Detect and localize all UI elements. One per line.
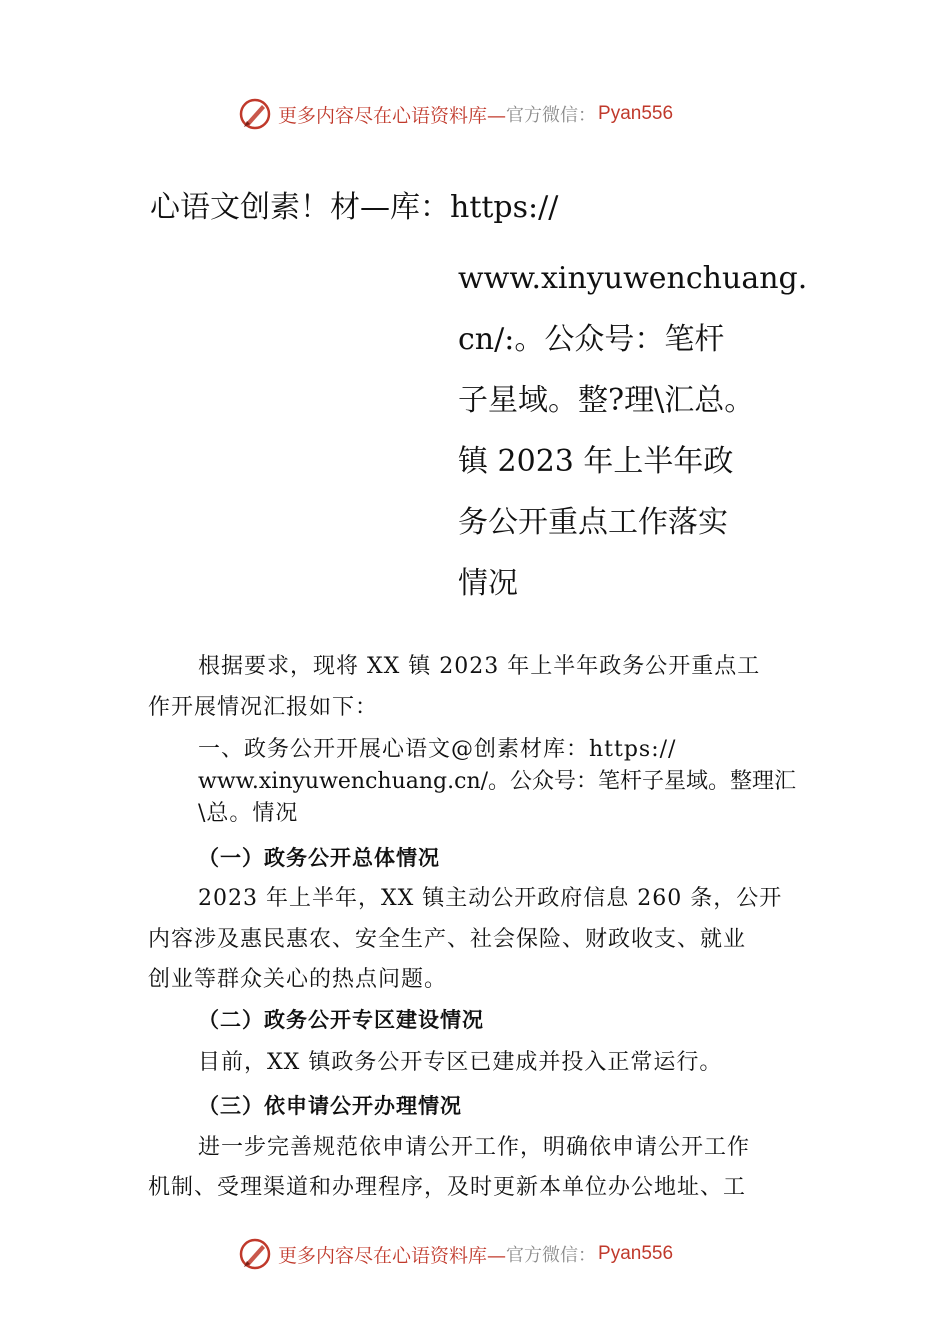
title-line: www.xinyuwenchuang. [458, 261, 808, 296]
title-line: 情况 [458, 566, 518, 601]
paragraph-line: 机制、受理渠道和办理程序，及时更新本单位办公地址、工 [148, 1175, 747, 1200]
intro-line: 根据要求，现将 XX 镇 2023 年上半年政务公开重点工 [198, 654, 761, 679]
header-wechat-label: 官方微信： [506, 105, 597, 126]
title-line: cn/:。公众号：笔杆 [458, 322, 725, 357]
footer-banner [238, 1236, 673, 1272]
footer-wechat-label: 官方微信： [506, 1245, 597, 1266]
header-banner [238, 96, 673, 132]
section-heading-line: 一、政务公开开展心语文@创素材库：https:// [198, 737, 677, 762]
title-line-1: 心语文创素！材—库：https:// [150, 190, 559, 225]
subsection-heading-1: （一）政务公开总体情况 [198, 845, 440, 870]
intro-line: 作开展情况汇报如下： [148, 695, 379, 720]
pen-logo-icon [238, 97, 272, 131]
title-line: 务公开重点工作落实 [458, 505, 728, 540]
subsection-heading-3: （三）依申请公开办理情况 [198, 1093, 462, 1118]
paragraph-line: 内容涉及惠民惠农、安全生产、社会保险、财政收支、就业 [148, 927, 747, 952]
paragraph-line: 进一步完善规范依申请公开工作，明确依申请公开工作 [198, 1135, 751, 1160]
header-promo-text: 更多内容尽在心语资料库— [278, 104, 507, 127]
paragraph-line: 2023 年上半年，XX 镇主动公开政府信息 260 条，公开 [198, 886, 783, 911]
paragraph-line: 目前，XX 镇政务公开专区已建成并投入正常运行。 [198, 1050, 723, 1075]
subsection-heading-2: （二）政务公开专区建设情况 [198, 1007, 484, 1032]
pen-logo-icon [238, 1237, 272, 1271]
footer-promo-text: 更多内容尽在心语资料库— [278, 1244, 507, 1267]
header-wechat-id: Pyan556 [598, 103, 674, 124]
title-block [458, 248, 818, 614]
footer-wechat-id: Pyan556 [598, 1243, 674, 1264]
title-line: 子星域。整?理\汇总。 [458, 383, 755, 418]
paragraph-line: 创业等群众关心的热点问题。 [148, 967, 448, 992]
section-heading-line: www.xinyuwenchuang.cn/。公众号：笔杆子星域。整理汇 [198, 769, 797, 794]
title-line: 镇 2023 年上半年政 [458, 444, 734, 479]
section-heading-line: \总。情况 [198, 801, 299, 826]
